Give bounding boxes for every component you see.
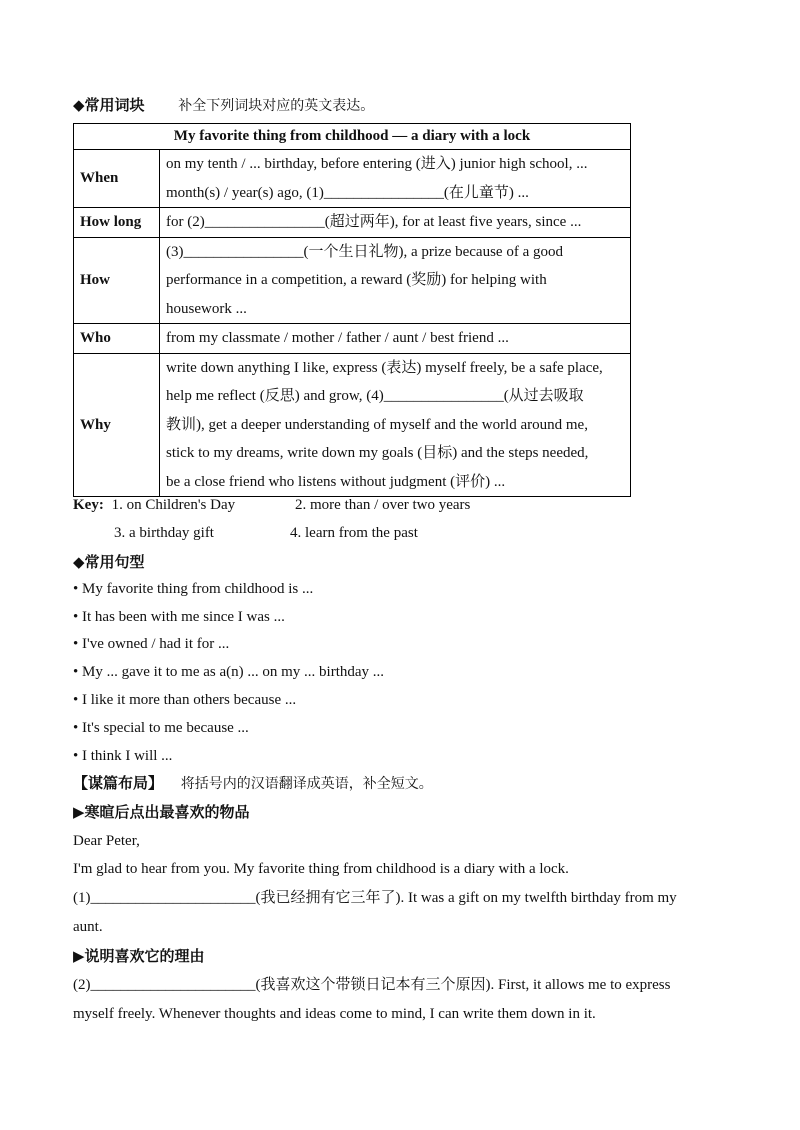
vocab-instruction: 补全下列词块对应的英文表达。 <box>178 98 375 114</box>
sentence-item: • It has been with me since I was ... <box>73 609 285 625</box>
why-line: write down anything I like, express (表达) myself freely, be a safe place, <box>166 359 603 376</box>
paragraph-line <box>73 855 727 884</box>
section-sentence-heading: ◆常用句型 <box>73 553 145 571</box>
why-line: stick to my dreams, write down my goals (目标) and the steps needed, <box>166 445 589 461</box>
row-content-how-long <box>160 208 631 238</box>
how-line-text: (3)________________(一个生日礼物), a prize because of a good <box>166 243 563 260</box>
part1-paragraph <box>73 855 727 942</box>
how-long-line: for (2)________________(超过两年), for at least five years, since ... <box>166 214 582 230</box>
key-item: 1. on Children's Day <box>111 497 236 513</box>
part2-heading: ▶说明喜欢它的理由 <box>73 947 205 965</box>
key-item-4: 4. learn from the past <box>290 525 418 541</box>
table-row <box>74 150 631 208</box>
letter-greeting: Dear Peter, <box>73 833 140 849</box>
part1-heading: ▶寒暄后点出最喜欢的物品 <box>73 803 250 821</box>
table-header-row <box>74 124 631 150</box>
table-row <box>74 237 631 324</box>
sentence-item: • I've owned / had it for ... <box>73 636 230 652</box>
key-item-3: 3. a birthday gift <box>114 525 214 541</box>
layout-instruction: 将括号内的汉语翻译成英语，补全短文。 <box>180 776 433 792</box>
paragraph-line: (1)______________________(我已经拥有它三年了). It was a gift on my twelfth birthday from my <box>73 890 677 906</box>
why-line: be a close friend who listens without judgment (评价) ... <box>166 473 506 490</box>
part2-paragraph <box>73 971 727 1029</box>
how-line <box>166 266 624 295</box>
row-content-who <box>160 324 631 354</box>
row-content-how <box>160 237 631 324</box>
row-content-why <box>160 353 631 497</box>
how-line-text: performance in a competition, a reward (奖励) for helping with <box>166 272 547 288</box>
section-vocab-heading <box>73 95 374 116</box>
section-layout-heading <box>73 773 433 794</box>
sentence-item: • I think I will ... <box>73 748 173 764</box>
sentence-item: • I like it more than others because ... <box>73 692 297 708</box>
paragraph-line: aunt. <box>73 919 103 935</box>
table-row <box>74 324 631 354</box>
how-line <box>166 238 624 267</box>
paragraph-line <box>73 1000 727 1029</box>
who-line: from my classmate / mother / father / aunt / best friend ... <box>166 330 509 346</box>
when-line: month(s) / year(s) ago, (1)________________(在儿童节) ... <box>166 184 529 201</box>
table-row <box>74 353 631 497</box>
paragraph-line: (2)______________________(我喜欢这个带锁日记本有三个原因). First, it allows me to express <box>73 977 671 993</box>
row-label-how: How <box>74 237 160 324</box>
row-label-who: Who <box>74 324 160 354</box>
key-item-2: 2. more than / over two years <box>295 497 471 513</box>
why-line: help me reflect (反思) and grow, (4)________________(从过去吸取 <box>166 388 584 404</box>
answer-key <box>73 495 235 515</box>
row-label-when: When <box>74 150 160 208</box>
row-content-when <box>160 150 631 208</box>
how-line: housework ... <box>166 300 247 317</box>
sentence-item: • My favorite thing from childhood is ... <box>73 581 314 597</box>
key-label: Key: <box>73 497 104 513</box>
vocab-table <box>73 123 631 497</box>
paragraph-line-text: myself freely. Whenever thoughts and ideas come to mind, I can write them down in it. <box>73 1006 596 1022</box>
when-line: on my tenth / ... birthday, before entering (进入) junior high school, ... <box>166 156 588 172</box>
layout-heading-text: 【谋篇布局】 <box>73 774 164 792</box>
row-label-why: Why <box>74 353 160 497</box>
sentence-item: • It's special to me because ... <box>73 720 249 736</box>
sentence-item: • My ... gave it to me as a(n) ... on my ... birthday ... <box>73 664 385 680</box>
row-label-how-long: How long <box>74 208 160 238</box>
vocab-heading-text: ◆常用词块 <box>73 96 145 114</box>
paragraph-line-text: I'm glad to hear from you. My favorite thing from childhood is a diary with a lock. <box>73 861 569 877</box>
table-title: My favorite thing from childhood — a diary with a lock <box>74 124 631 150</box>
table-row <box>74 208 631 238</box>
why-line: 教训), get a deeper understanding of myself and the world around me, <box>166 416 588 433</box>
